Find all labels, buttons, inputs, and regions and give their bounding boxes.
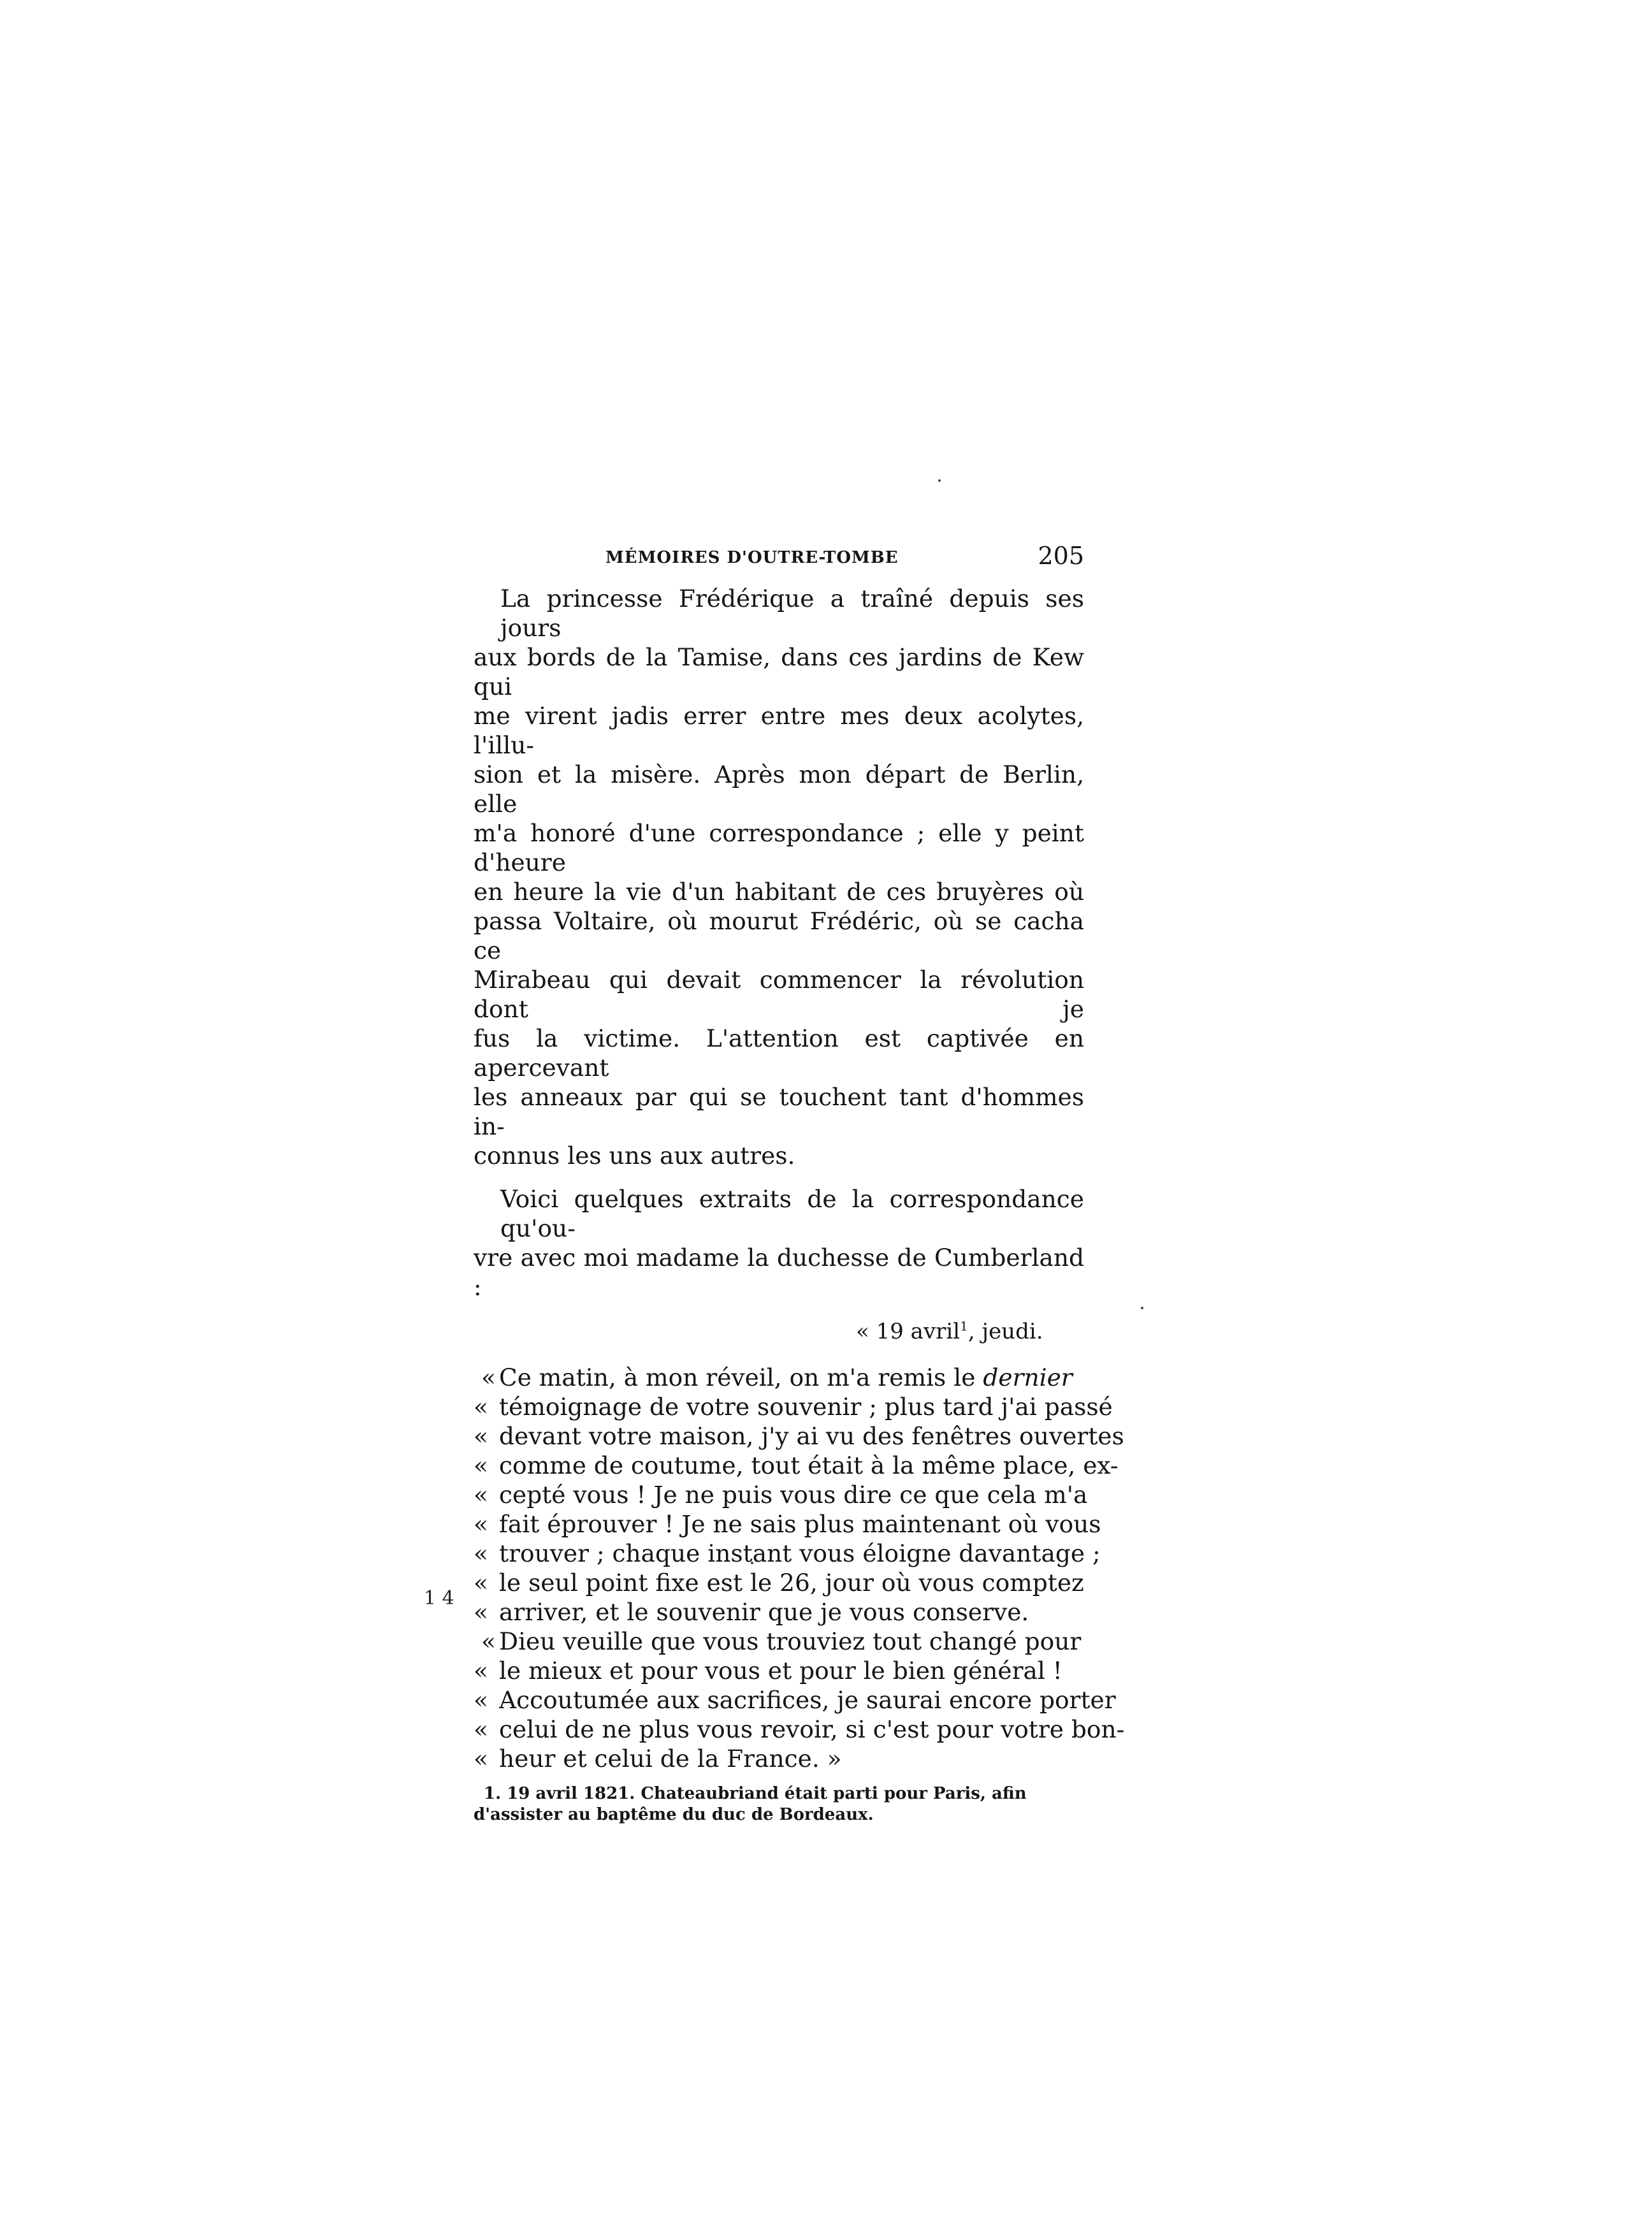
- opening-quote-mark: «: [474, 1422, 488, 1450]
- letter-line-text: celui de ne plus vous revoir, si c'est pour votre bon-: [499, 1715, 1125, 1743]
- paragraph-line: Voici quelques extraits de la correspondance qu'ou-: [500, 1185, 1084, 1242]
- letter-date-suffix: , jeudi.: [967, 1319, 1043, 1344]
- paragraph-line: connus les uns aux autres.: [474, 1142, 795, 1170]
- opening-quote-mark: «: [474, 1715, 488, 1743]
- opening-quote-mark: «: [474, 1745, 488, 1773]
- letter-date-prefix: « 19 avril: [856, 1319, 960, 1344]
- paragraph-1: [474, 584, 1084, 1170]
- opening-quote-mark: «: [474, 1481, 488, 1509]
- letter-line-text: fait éprouver ! Je ne sais plus maintenant où vous: [499, 1510, 1101, 1538]
- letter-date: [856, 1317, 1084, 1346]
- letter-line: [474, 1715, 1125, 1744]
- letter-line-text: heur et celui de la France. »: [499, 1745, 842, 1773]
- letter-line-text: cepté vous ! Je ne puis vous dire ce que cela m'a: [499, 1481, 1088, 1509]
- letter-line-text: devant votre maison, j'y ai vu des fenêtres ouvertes: [499, 1422, 1124, 1450]
- letter-line: [474, 1421, 1124, 1451]
- body-text: [474, 584, 1084, 1302]
- footnote-ref: 1: [960, 1318, 968, 1334]
- opening-quote-mark: «: [474, 1686, 488, 1714]
- paragraph-line: La princesse Frédérique a traîné depuis ses jours: [500, 584, 1084, 642]
- letter-line: [474, 1539, 1101, 1568]
- opening-quote-mark: «: [474, 1657, 488, 1685]
- letter-line: [474, 1451, 1119, 1480]
- letter-line: [474, 1627, 1084, 1656]
- letter-line: [474, 1744, 1084, 1773]
- book-page: [474, 542, 1125, 1826]
- letter-line: [474, 1685, 1116, 1715]
- letter-quotation: [474, 1363, 1125, 1773]
- letter-line: [474, 1363, 1084, 1392]
- letter-line-text: Accoutumée aux sacrifices, je saurai encore porter: [499, 1686, 1116, 1714]
- opening-quote-mark: «: [474, 1569, 488, 1597]
- letter-line: [474, 1656, 1084, 1685]
- letter-line: [474, 1568, 1084, 1597]
- paragraph-line: me virent jadis errer entre mes deux acolytes, l'illu-: [474, 702, 1084, 759]
- footnote: [474, 1783, 1084, 1826]
- italic-word: dernier: [983, 1363, 1073, 1391]
- paragraph-line: passa Voltaire, où mourut Frédéric, où se cacha ce: [474, 907, 1084, 964]
- opening-quote-mark: «: [481, 1627, 496, 1655]
- footnote-line-2: d'assister au baptême du duc de Bordeaux.: [474, 1805, 874, 1824]
- paragraph-line: m'a honoré d'une correspondance ; elle y peint d'heure: [474, 819, 1084, 876]
- speck-right: [1141, 1307, 1143, 1309]
- opening-quote-mark: «: [474, 1598, 488, 1626]
- letter-line-text: le mieux et pour vous et pour le bien général !: [499, 1657, 1062, 1685]
- paragraph-line: sion et la misère. Après mon départ de Berlin, elle: [474, 760, 1084, 818]
- running-title: MÉMOIRES D'OUTRE-TOMBE: [605, 548, 899, 567]
- paragraph-line: Mirabeau qui devait commencer la révolution dont je: [474, 966, 1084, 1023]
- margin-mark: 1 4: [424, 1587, 454, 1609]
- footnote-line-1: 1. 19 avril 1821. Chateaubriand était parti pour Paris, afin: [484, 1784, 1027, 1803]
- paragraph-line: vre avec moi madame la duchesse de Cumberland :: [474, 1244, 1084, 1301]
- opening-quote-mark: «: [481, 1363, 496, 1391]
- page-header: [474, 542, 1084, 577]
- letter-line: [474, 1392, 1113, 1421]
- opening-quote-mark: «: [474, 1510, 488, 1538]
- letter-line: [474, 1480, 1088, 1509]
- letter-line-text: arriver, et le souvenir que je vous conserve.: [499, 1598, 1029, 1626]
- paragraph-line: les anneaux par qui se touchent tant d'hommes in-: [474, 1083, 1084, 1140]
- letter-line: [474, 1509, 1101, 1539]
- speck-top: [938, 479, 941, 482]
- letter-line-text: trouver ; chaque instant vous éloigne davantage ;: [499, 1539, 1101, 1567]
- opening-quote-mark: «: [474, 1393, 488, 1421]
- paragraph-line: aux bords de la Tamise, dans ces jardins de Kew qui: [474, 643, 1084, 701]
- page-number: 205: [1038, 542, 1084, 570]
- letter-line-text: comme de coutume, tout était à la même place, ex-: [499, 1451, 1119, 1479]
- letter-line-text: le seul point fixe est le 26, jour où vous comptez: [499, 1569, 1084, 1597]
- opening-quote-mark: «: [474, 1539, 488, 1567]
- opening-quote-mark: «: [474, 1451, 488, 1479]
- letter-line-text: témoignage de votre souvenir ; plus tard j'ai passé: [499, 1393, 1113, 1421]
- paragraph-line: fus la victime. L'attention est captivée en apercevant: [474, 1024, 1084, 1082]
- letter-line-text: Ce matin, à mon réveil, on m'a remis le: [499, 1363, 983, 1391]
- paragraph-line: en heure la vie d'un habitant de ces bruyères où: [474, 878, 1084, 906]
- paragraph-2: [474, 1184, 1084, 1302]
- letter-line: [474, 1597, 1084, 1627]
- letter-line-text: Dieu veuille que vous trouviez tout changé pour: [499, 1627, 1082, 1655]
